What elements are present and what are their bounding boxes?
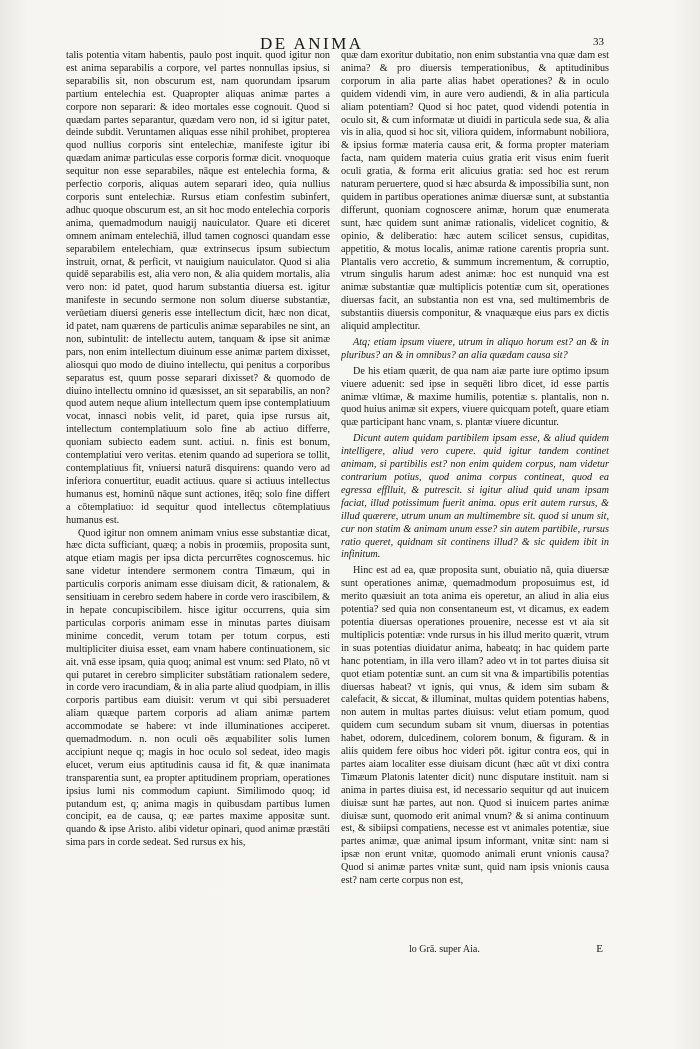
page-footer [341, 944, 609, 960]
paragraph: talis potentia vitam habentis, paulo post inquit. quod igitur non est anima separabilis a corpore, vel partes nonnullas ipsius, si separabilis sit, non obscurum est, nam quorundam ipsarum partium entelechia est. Quapropter aliquas animæ partes a corpore non separari: & ideo mortales esse cognouit. Quod si quædam partes separantur, quædam vero non, id si igitur patet, deinde subdit. Veruntamen aliquas esse nihil prohibet, propterea quod nullius corporis sint entelechiæ, manifeste igitur ibi quædam animæ particulas esse corporis formæ dicit. vnoquoque sequitur non esse separabiles, nāque est entelechia forma, & perfectio corporis, aliquas autem separari ideo, quia nullius corporis sunt entelechiæ. Rursus etiam confestim subinfert, adhuc quoque obscurum est, an sit hoc modo entelechia corporis anima, quemadmodum nauigij nauiculator. Quare eti diceret omnem animam entelechiā, illud tamen cognosci quandam esse separabilem entelechiam, quæ extrinsecus ipsum subiectum instruit, ornat, & perficit, vt nauigium nauiculator. Quod si alia quidē separabilis est, alia vero non, & alia quidem mortalis, alia vero non: id patet, quod harum substantia diuersa est. igitur manifeste in secundo sermone non solum diuerse substantiæ, verūetiam diuersi generis esse intellectum dicit, hæc non dicat, id patet, nam quærens de particulis animæ separabiles ne sint, an non, subintulit: de intellectu autem, tanquam & ipse sit animæ pars, non enim intellectum diuinum esse animæ partem dixisset, aliosqui quo modo de diuino intellectu, qui penitus a corporibus separatus est, quum posse separari dixisset? & quomodo de diuino intellectu omnino id quæsisset, an sit separabilis, an non? quod autem neque alium intellectum quem ipse contemplatiuum vocat, innasci nobis velit, id paret, quia ipse rursus ait, intellectum contemplatiuum solo fine ab actiuo differre, quoniam subiecto eadem sunt. actiui. n. finis est bonum, contemplatiui vero veritas. etenim quando ad superiora se tollit, contemplatiuus fit, vniuersi naturā disquirens: quando vero ad inferiora conuertitur, euadit actiuus. quare si actiuus intellectus humanus est, hominū nāque sunt actiones, itēq; solo fine differt a cōtemplatiuo: id sequitur quod intellectus cōtemplatiuus humanus est. [66, 50, 330, 526]
paragraph: Hinc est ad ea, quæ proposita sunt, obuiatio nā, quia diuersæ sunt operationes animæ, quemadmodum proposuimus est, id merito quæsiuit an tota anima eis operetur, an aliud in alia eius potentia? sed quia non consentaneum est, vt dicamus, ex eadem potentia diuersas operationes prouenire, necesse est vt aia sit multiplicis potentiæ: vnde rursus in his illud merito quærit, vtrum in suas potentias diuidatur anima, habeatq; in hac quidem parte hanc potentiam, in illa vero illam? adeo vt in tot partes diuisa sit quot etiam potentiæ sunt. an cum sit vna & impartibilis potentias diuersas habeat? vt ignis, qui vnus, & idem sim subam & calefacit, & siccat, & illuminat, multas quidem potentias habens, non autem in multas partes diuisus: velut etiam pomum, quod quidem cum secundum subam sit vnum, diuersas in potentias habet, odorem, dulcedinem, colorem bonum, & figuram. & in aliis quidem fere oibus hoc videri pōt. igitur contra eos, qui in partes aiam localiter esse diuisam dicunt (hæc aūt vt dixi contra Timæum Platonis latenter dicit) nunc disputare instituit. nam si anima in partes diuisa est, id necessario sequitur qd aut inuicem diuisæ sunt hæ partes, aut non. Quod si inuicem partes animæ diuisæ sunt, quomodo erit animal vnum? & si anima continuum est, & sibiipsi compatiens, necesse est vt animales potentiæ, siue partes animæ, quæ animal ipsum informant, vnitæ sint: nam si ipsæ non erunt vnitæ, quomodo animali erunt vnionis causa? Quod si animæ partes vnitæ sunt, quid nam ipsis vnionis causa est? nam certe corpus non est, [341, 565, 609, 887]
aristotle-lemma: Atq; etiam ipsum viuere, utrum in aliquo horum est? an & in pluribus? an & in omnibus? an alia quædam causa sit? [341, 336, 609, 361]
folio-number: 33 [593, 36, 604, 48]
left-column [66, 50, 330, 980]
aristotle-lemma: Dicunt autem quidam partibilem ipsam esse, & aliud quidem intelligere, aliud vero cupere. quid igitur tandem continet animam, si partibilis est? non enim quidem corpus, nam videtur contrarium potius, quod anima corpus contineat, quod ea egressa efflluit, & putrescit. si igitur aliud quid unam ipsam faciat, illud potissimum fuerit anima. opus erit autem rursus, & illud quærere, utrum unum an multimembre sit. quod si unum sit, cur non statim & animam unum esse? sin autem partibile, rursus ratio queret, quidnam sit continens illud? & sic quidem ibit in infinitum. [341, 433, 609, 561]
catchword: lo Grā. super Aia. [409, 944, 480, 955]
right-column [341, 50, 609, 980]
paragraph: Quod igitur non omnem animam vnius esse substantiæ dicat, hæc dicta sufficiant, quæq; a nobis in proœmiis, proposita sunt, atque etiam magis per ipsa dicta percurrētes cognoscemus. hic sane videtur intendere sermonem contra Timæum, qui in particulis corporis animam esse diuisam dicit, & rationalem, & sensitiuam in cerebro sedem habere in corde vero irascibilem, & in hepate concupiscibilem. hisce igitur occurrens, quia sim particulas corporis animam esse in minutas partes diuisam minime concedit, verum totam per totum corpus, esti multipliciter diuisa esset, eam vnam habere continuationem, sic ait. vnā esse ipsam, quia quoq; animal est vnum: sed Plato, nō vt qui putaret in cerebro simpliciter substātiam rationalem sedere, in corde vero iracundiam, & in alia parte aliud quodpiam, in illis corporis partibus eam diuisit: verum vt qui sibi persuaderet aliam quæque partem corporis ad aliam animæ partem accommodate se habere: vt inde illuminationes acciperet. quemadmodum. n. non oculi oēs æquabiliter solis lumen accipiunt neque q; magis in hoc oculo sol sedeat, ideo magis elucet, verum eius aptitudinis causa id fit, & quæ inanimata transparentia sunt, ea propter aptitudinem propriam, operationes ipsius lumi nis commodum capiunt. Similimodo quoq; id putandum est, q; anima magis in quibusdam partibus lumen concipit, ea de causa, q; eæ partes maxime appositæ sunt. quando & ipse Aristo. alibi videtur opinari, quod animæ præstāti sima pars in corde sedeat. Sed rursus ex his, [66, 527, 330, 849]
signature-mark: E [596, 943, 603, 955]
paragraph: quæ dam exoritur dubitatio, non enim substantia vna quæ dam est anima? & pro diuersis temperationibus, & aptitudinibus corporum in alia parte alias habet operationes? & in oculo quidem videndi vim, in aure vero audiendi, & in alia particula aliam potentiam? Quod si hoc patet, quod videndi potentia in oculo sit, & cum informatæ ut diuidi in particula sede sua, & alia vis in alia, quod si hoc sit, viliora quidem, informabunt nobiliora, & ipsius formæ materia causa erit, & forma propter materiam facta, nam quidem materia cuius gratia erit visus enim fuerit oculi gratia, & forma erit alicuius gratia: sed hoc est rerum naturam peruertere, quod si hæc absurda & impossibilia sunt, non quidem in partibus operationes animæ diuersæ sunt, at substantia differunt, quoniam cognoscere animæ, horum quæ enumerata sunt, hæc quidem sunt animæ rationalis, videlicet cognitio, & opinio, & deliberatio: hæc autem scilicet sensus, cupiditas, appetitio, & motus localis, animæ ratione carentis propria sunt. Plantalis vero accretio, & summum incrementum, & corruptio, vtrum singulis harum adest animæ: hoc est nunquid vna est animæ substantiæ quæ multiplicis potentiæ cum sit, operationes diuersas facit, an substantia non est vna, sed multimembris de substantiis diuersis componitur, & vnaquæque eius pars ex dictis aliquid amplectitur. [341, 50, 609, 333]
paragraph: De his etiam quærit, de qua nam aiæ parte iure optimo ipsum viuere aduenit: sed ipse in sequēti libro dicet, id esse partis animæ vltimæ, & maxime humilis, potentiæ s. plantalis, non n. quod huius animæ sit expers, viuere quicquam poteſt, quare etiam quæ participant hanc vnam, s. plantæ viuere dicuntur. [341, 365, 609, 429]
running-title: DE ANIMA [260, 34, 364, 53]
